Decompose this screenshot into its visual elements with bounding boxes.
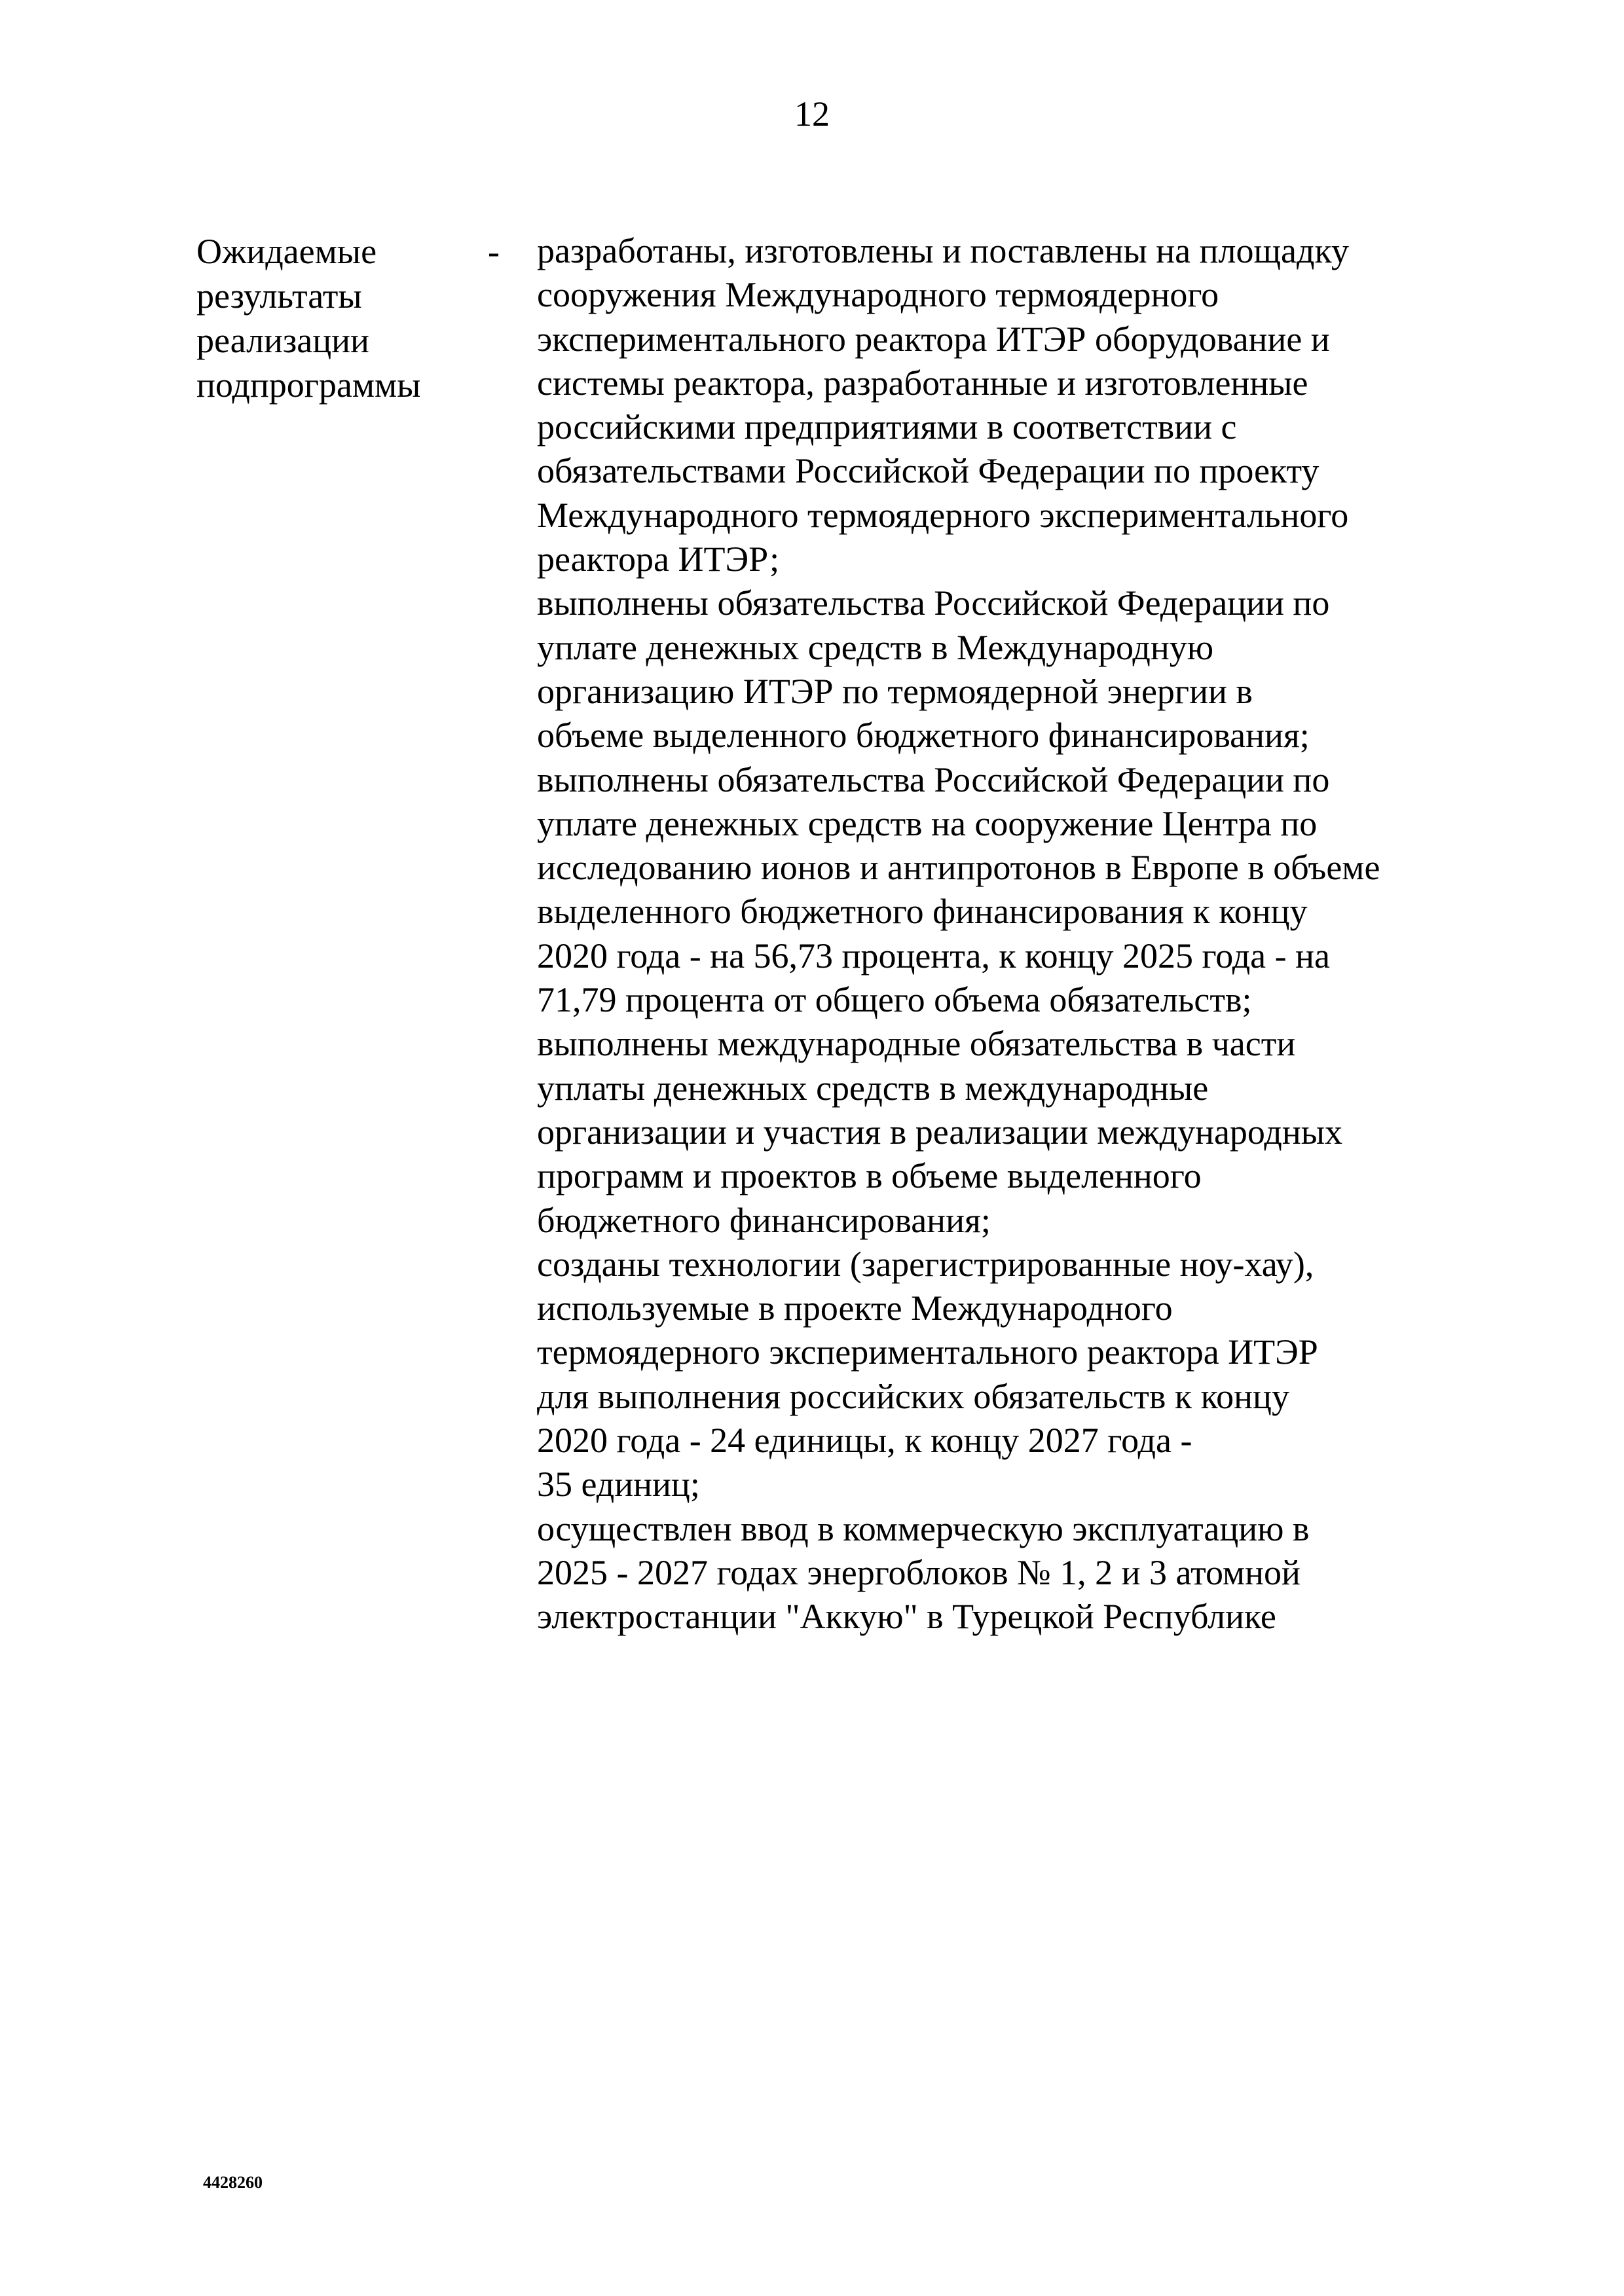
content-line: уплаты денежных средств в международные [537,1068,1209,1108]
section-label-line: подпрограммы [196,365,421,405]
content-line: выделенного бюджетного финансирования к концу [537,892,1308,932]
content-line: исследованию ионов и антипротонов в Европе в объеме [537,848,1380,888]
content-line: 2025 - 2027 годах энергоблоков № 1, 2 и 3 атомной [537,1552,1301,1592]
content-line: российскими предприятиями в соответствии с [537,407,1237,447]
content-line: выполнены обязательства Российской Федерации по [537,759,1330,799]
section-label-line: результаты [196,276,362,316]
content-line: Международного термоядерного экспериментального [537,495,1349,535]
content-line: осуществлен ввод в коммерческую эксплуатацию в [537,1508,1310,1548]
content-line: уплате денежных средств на сооружение Центра по [537,803,1318,843]
content-line: 71,79 процента от общего объема обязательств; [537,980,1252,1020]
document-code: 4428260 [203,2173,263,2192]
content-line: созданы технологии (зарегистрированные ноу-хау), [537,1244,1314,1284]
content-line: выполнены обязательства Российской Федерации по [537,583,1330,623]
content-line: организацию ИТЭР по термоядерной энергии в [537,671,1253,711]
section-label [196,229,471,407]
content-line: программ и проектов в объеме выделенного [537,1156,1202,1196]
content-line: уплате денежных средств в Международную [537,627,1214,667]
content-line: термоядерного экспериментального реактора ИТЭР [537,1332,1318,1372]
content-line: 2020 года - 24 единицы, к концу 2027 года - [537,1421,1192,1461]
content-line: реактора ИТЭР; [537,539,780,579]
content-line: объеме выделенного бюджетного финансирования; [537,716,1310,756]
content-line: 35 единиц; [537,1465,700,1504]
content-line: электростанции "Аккую" в Турецкой Республике [537,1597,1276,1637]
content-line: 2020 года - на 56,73 процента, к концу 2025 года - на [537,936,1330,975]
content-line: для выполнения российских обязательств к концу [537,1376,1289,1416]
content-line: обязательствами Российской Федерации по проекту [537,451,1320,491]
content-line: организации и участия в реализации международных [537,1112,1343,1152]
content-line: сооружения Международного термоядерного [537,275,1219,315]
content-line: разработаны, изготовлены и поставлены на площадку [537,231,1349,270]
content-line: экспериментального реактора ИТЭР оборудование и [537,319,1330,359]
page-number: 12 [794,94,830,134]
content-line: выполнены международные обязательства в части [537,1024,1296,1064]
section-content [537,229,1454,1639]
section-label-line: Ожидаемые [196,232,377,271]
content-line: бюджетного финансирования; [537,1200,991,1240]
content-line: используемые в проекте Международного [537,1288,1173,1328]
content-line: системы реактора, разработанные и изготовленные [537,363,1308,403]
section-label-line: реализации [196,321,369,360]
separator-dash: - [488,232,500,271]
